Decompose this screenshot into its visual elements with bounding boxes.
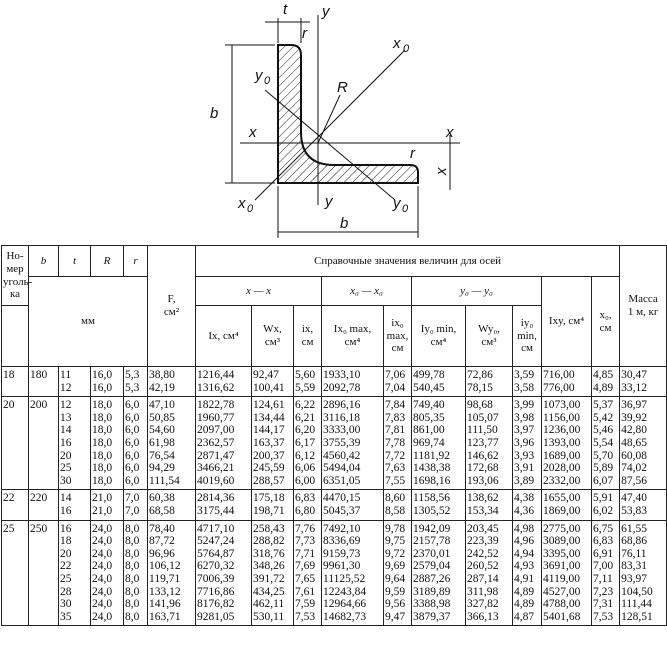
cell-Ixy: 1073,00 1156,00 1236,00 1393,00 1689,00 2028,00 2332,00 <box>542 397 592 490</box>
label-y-top: y <box>322 3 330 20</box>
header-Wy0: Wy₀, см³ <box>466 306 513 367</box>
label-r-right: r <box>410 145 415 162</box>
header-Iy0: Iy₀ min, см⁴ <box>412 306 466 367</box>
table-row <box>2 520 667 626</box>
cell-iy0: 4,98 4,96 4,94 4,93 4,91 4,89 4,89 4,87 <box>513 520 542 626</box>
label-x0-bottom-sub: 0 <box>247 203 254 215</box>
angle-properties-table <box>1 245 667 626</box>
cell-Wx: 175,18 198,71 <box>252 490 294 520</box>
header-Ix0: Ix₀ max, см⁴ <box>322 306 384 367</box>
cell-ix: 6,83 6,80 <box>294 490 322 520</box>
cell-F: 78,40 87,72 96,96 106,12 119,71 133,12 141,96 163,71 <box>148 520 196 626</box>
label-y0-bottom-sub: 0 <box>402 203 409 215</box>
cell-num: 20 <box>2 397 29 490</box>
header-number-blank <box>2 306 29 367</box>
cell-x0: 4,85 4,89 <box>592 367 620 397</box>
header-r: r <box>124 246 148 277</box>
label-y0-bottom: y <box>393 195 401 212</box>
cell-Ix: 4717,10 5247,24 5764,87 6270,32 7006,39 7716,86 8176,82 9281,05 <box>196 520 252 626</box>
cell-Ixy: 716,00 776,00 <box>542 367 592 397</box>
cell-Wx: 92,47 100,41 <box>252 367 294 397</box>
angle-profile-diagram <box>0 0 667 245</box>
cell-x0: 6,75 6,83 6,91 7,00 7,11 7,23 7,31 7,53 <box>592 520 620 626</box>
cell-Ix: 1822,78 1960,77 2097,00 2362,57 2871,47 3466,21 4019,60 <box>196 397 252 490</box>
cell-Iy0: 749,40 805,35 861,00 969,74 1181,92 1438,38 1698,16 <box>412 397 466 490</box>
header-ix0: ix₀ max, см <box>384 306 412 367</box>
table-row <box>2 397 667 490</box>
label-x0-bottom: x <box>238 195 246 212</box>
angle-section <box>278 45 418 183</box>
header-iy0: iy₀ min, см <box>513 306 542 367</box>
label-y0-left: y <box>255 67 263 84</box>
cell-Wy0: 203,45 223,39 242,52 260,52 287,14 311,98 327,82 366,13 <box>466 520 513 626</box>
cell-ix0: 9,78 9,75 9,72 9,69 9,64 9,59 9,56 9,47 <box>384 520 412 626</box>
cell-ix0: 8,60 8,58 <box>384 490 412 520</box>
header-mm: мм <box>29 277 148 367</box>
header-axis-x0x0: x₀ — x₀ <box>322 277 412 306</box>
label-t: t <box>283 1 288 18</box>
cell-mass: 47,40 53,83 <box>620 490 667 520</box>
cell-Iy0: 499,78 540,45 <box>412 367 466 397</box>
table-row <box>2 367 667 397</box>
header-Ix: Ix, см⁴ <box>196 306 252 367</box>
cell-Ixy: 2775,00 3089,00 3395,00 3691,00 4119,00 4527,00 4788,00 5401,68 <box>542 520 592 626</box>
cell-b: 180 <box>29 367 59 397</box>
cell-Ix0: 4470,15 5045,37 <box>322 490 384 520</box>
cell-r: 8,0 8,0 8,0 8,0 8,0 8,0 8,0 8,0 <box>124 520 148 626</box>
cell-r: 6,0 6,0 6,0 6,0 6,0 6,0 6,0 <box>124 397 148 490</box>
header-mass: Масса 1 м, кг <box>620 246 667 367</box>
cell-Ix0: 7492,10 8336,69 9159,73 9961,30 11125,52 12243,84 12964,66 14682,73 <box>322 520 384 626</box>
cell-t: 12 13 14 16 20 25 30 <box>59 397 91 490</box>
cell-iy0: 3,59 3,58 <box>513 367 542 397</box>
cell-F: 38,80 42,19 <box>148 367 196 397</box>
cell-mass: 30,47 33,12 <box>620 367 667 397</box>
label-x-right: x <box>446 124 454 141</box>
cell-Iy0: 1942,09 2157,78 2370,01 2579,04 2887,26 3189,89 3388,98 3879,37 <box>412 520 466 626</box>
label-R: R <box>337 79 348 96</box>
header-Wx: Wx, см³ <box>252 306 294 367</box>
cell-num: 22 <box>2 490 29 520</box>
cell-Iy0: 1158,56 1305,52 <box>412 490 466 520</box>
cell-R: 18,0 18,0 18,0 18,0 18,0 18,0 18,0 <box>91 397 124 490</box>
cell-Wy0: 138,62 153,34 <box>466 490 513 520</box>
cell-b: 200 <box>29 397 59 490</box>
cell-Ix0: 2896,16 3116,18 3333,00 3755,39 4560,42 5494,04 6351,05 <box>322 397 384 490</box>
cell-F: 47,10 50,85 54,60 61,98 76,54 94,29 111,54 <box>148 397 196 490</box>
table-row <box>2 490 667 520</box>
cell-b: 250 <box>29 520 59 626</box>
cell-iy0: 4,38 4,36 <box>513 490 542 520</box>
cell-t: 11 12 <box>59 367 91 397</box>
header-number: Но- мер уголь- ка <box>2 246 29 306</box>
header-axis-xx: x — x <box>196 277 322 306</box>
cell-Wy0: 98,68 105,07 111,50 123,77 146,62 172,68 193,06 <box>466 397 513 490</box>
header-b: b <box>29 246 59 277</box>
cell-r: 5,3 5,3 <box>124 367 148 397</box>
cell-b: 220 <box>29 490 59 520</box>
cell-x0: 5,91 6,02 <box>592 490 620 520</box>
cell-x0: 5,37 5,42 5,46 5,54 5,70 5,89 6,07 <box>592 397 620 490</box>
header-F: F, см² <box>148 246 196 367</box>
cell-R: 24,0 24,0 24,0 24,0 24,0 24,0 24,0 24,0 <box>91 520 124 626</box>
cell-Wx: 258,43 288,82 318,76 348,26 391,72 434,25 462,11 530,11 <box>252 520 294 626</box>
cell-r: 7,0 7,0 <box>124 490 148 520</box>
cell-ix0: 7,06 7,04 <box>384 367 412 397</box>
cell-Ix0: 1933,10 2092,78 <box>322 367 384 397</box>
cell-num: 18 <box>2 367 29 397</box>
cell-mass: 61,55 68,86 76,11 83,31 93,97 104,50 111,44 128,51 <box>620 520 667 626</box>
cell-Ix: 2814,36 3175,44 <box>196 490 252 520</box>
header-axis-y0y0: y₀ — y₀ <box>412 277 542 306</box>
label-y-bottom: y <box>325 193 333 210</box>
header-reference: Справочные значения величин для осей <box>196 246 620 277</box>
cell-t: 14 16 <box>59 490 91 520</box>
cell-ix: 7,76 7,73 7,71 7,69 7,65 7,61 7,59 7,53 <box>294 520 322 626</box>
cell-R: 21,0 21,0 <box>91 490 124 520</box>
cell-F: 60,38 68,58 <box>148 490 196 520</box>
cell-Wx: 124,61 134,44 144,17 163,37 200,37 245,59 288,57 <box>252 397 294 490</box>
cell-R: 16,0 16,0 <box>91 367 124 397</box>
label-x0-top-sub: 0 <box>403 43 410 55</box>
header-R: R <box>91 246 124 277</box>
cell-t: 16 18 20 22 25 28 30 35 <box>59 520 91 626</box>
header-ix: ix, см <box>294 306 322 367</box>
cell-num: 25 <box>2 520 29 626</box>
label-r-top: r <box>302 25 307 42</box>
cell-Ixy: 1655,00 1869,00 <box>542 490 592 520</box>
label-b-bottom: b <box>340 215 349 232</box>
label-x0-dim: x <box>433 167 450 175</box>
cell-mass: 36,97 39,92 42,80 48,65 60,08 74,02 87,56 <box>620 397 667 490</box>
label-x0-top: x <box>393 35 401 52</box>
cell-ix0: 7,84 7,83 7,81 7,78 7,72 7,63 7,55 <box>384 397 412 490</box>
cell-Wy0: 72,86 78,15 <box>466 367 513 397</box>
header-x0: x₀, см <box>592 277 620 367</box>
label-y0-left-sub: 0 <box>264 75 271 87</box>
cell-iy0: 3,99 3,98 3,97 3,96 3,93 3,91 3,89 <box>513 397 542 490</box>
cell-Ix: 1216,44 1316,62 <box>196 367 252 397</box>
header-t: t <box>59 246 91 277</box>
cell-ix: 6,22 6,21 6,20 6,17 6,12 6,06 6,00 <box>294 397 322 490</box>
header-Ixy: Ixy, см⁴ <box>542 277 592 367</box>
label-x-left: x <box>249 124 257 141</box>
label-b-left: b <box>210 105 219 122</box>
cell-ix: 5,60 5,59 <box>294 367 322 397</box>
